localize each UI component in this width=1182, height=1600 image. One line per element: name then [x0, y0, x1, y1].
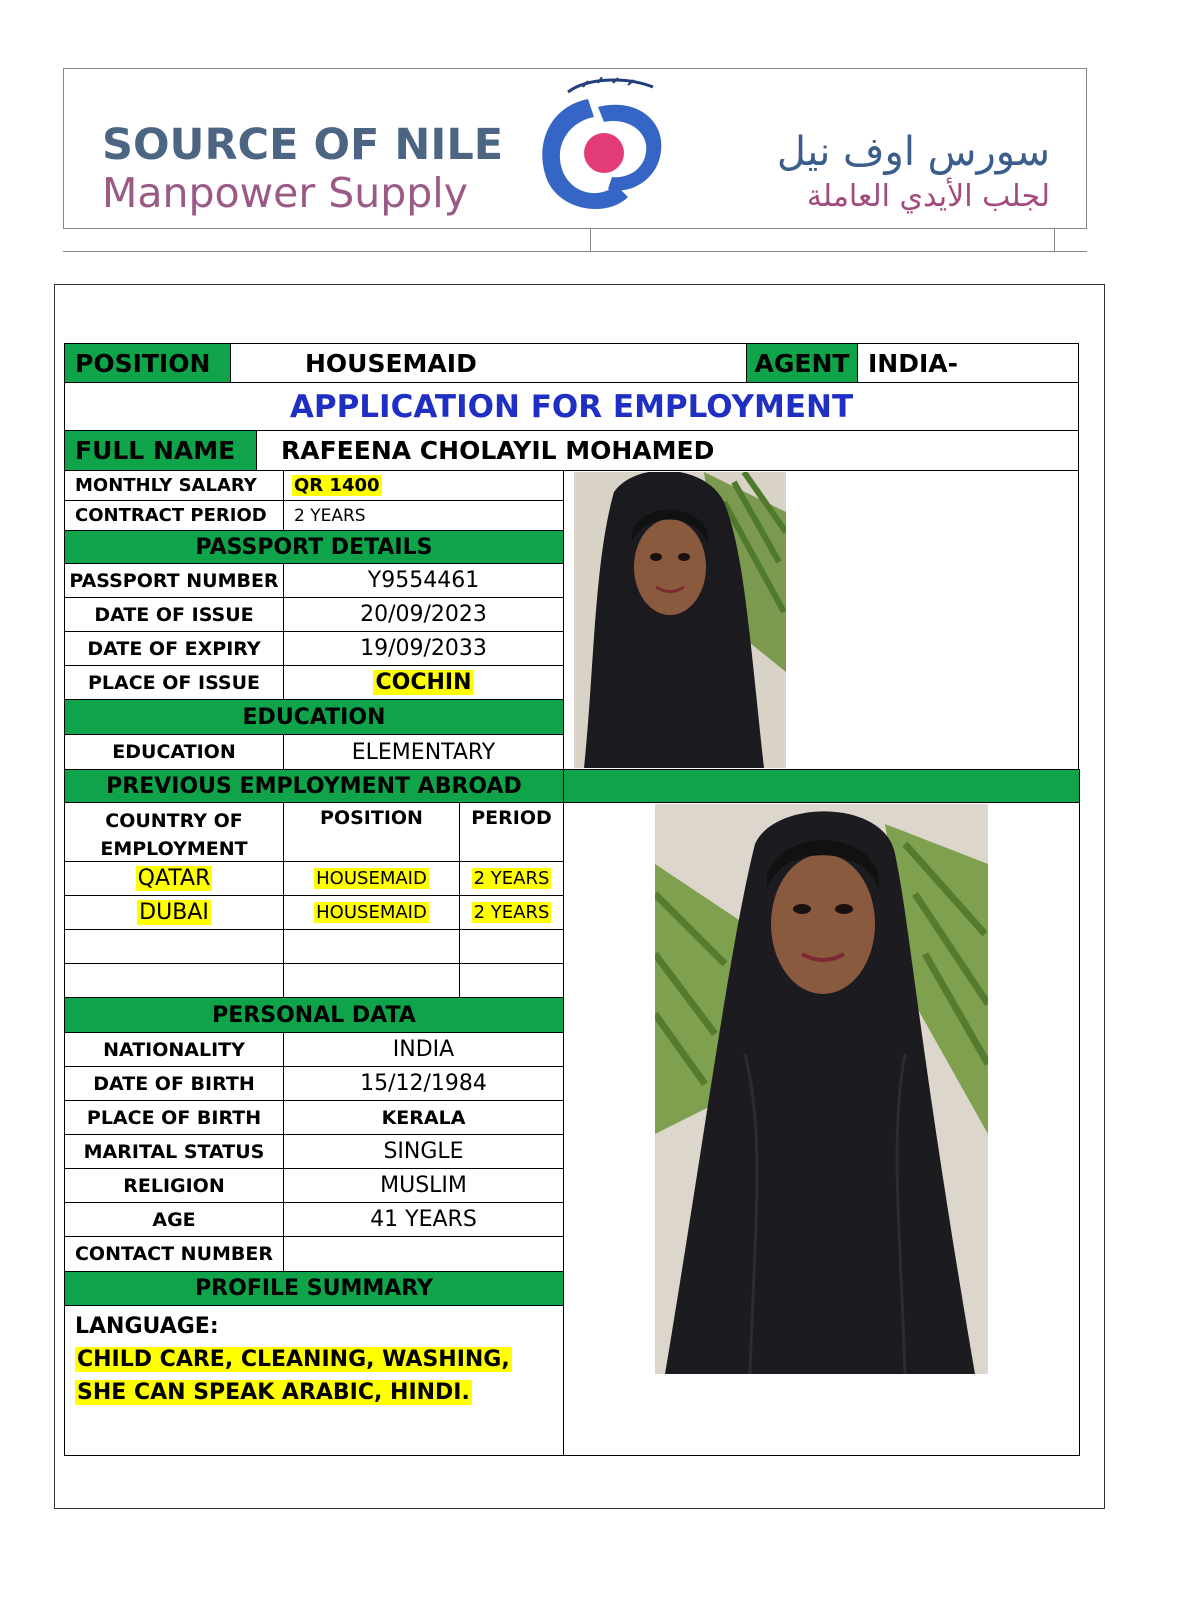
applicant-photo-full — [655, 804, 988, 1374]
employment-section-header-extension — [563, 769, 1080, 803]
brand-name: SOURCE OF NILE — [102, 120, 504, 170]
place-of-birth-value: KERALA — [283, 1100, 564, 1135]
employment-country-qatar: QATAR — [137, 866, 211, 891]
marital-status-label: MARITAL STATUS — [64, 1134, 284, 1169]
employment-row-1-period — [459, 861, 564, 896]
place-of-issue-cell — [283, 665, 564, 700]
monthly-salary-value: QR 1400 — [294, 475, 380, 496]
arabic-tagline: لجلب الأيدي العاملة — [806, 179, 1050, 214]
brand-tagline: Manpower Supply — [102, 169, 468, 217]
date-of-expiry-value: 19/09/2033 — [283, 631, 564, 666]
arabic-name: سورس اوف نيل — [776, 129, 1050, 175]
contact-number-value — [283, 1236, 564, 1272]
employment-row-4-period — [459, 963, 564, 998]
contract-period-value: 2 YEARS — [283, 500, 564, 531]
letterhead — [63, 68, 1087, 228]
age-value: 41 YEARS — [283, 1202, 564, 1237]
letterhead-footer-bar — [63, 228, 1087, 252]
education-value: ELEMENTARY — [283, 734, 564, 770]
employment-row-2-position — [283, 895, 460, 930]
employment-section-header: PREVIOUS EMPLOYMENT ABROAD — [64, 769, 564, 803]
employment-position-2: HOUSEMAID — [316, 902, 427, 923]
language-label: LANGUAGE: — [75, 1314, 219, 1339]
form-title: APPLICATION FOR EMPLOYMENT — [64, 382, 1079, 431]
contact-number-label: CONTACT NUMBER — [64, 1236, 284, 1272]
place-of-birth-label: PLACE OF BIRTH — [64, 1100, 284, 1135]
profile-section-header: PROFILE SUMMARY — [64, 1271, 564, 1306]
employment-row-3-period — [459, 929, 564, 964]
monthly-salary-cell — [283, 470, 564, 501]
profile-summary-box — [64, 1305, 564, 1456]
passport-section-header: PASSPORT DETAILS — [64, 530, 564, 564]
full-name-value: RAFEENA CHOLAYIL MOHAMED — [256, 430, 1079, 471]
personal-section-header: PERSONAL DATA — [64, 997, 564, 1033]
employment-period-1: 2 YEARS — [473, 868, 550, 889]
applicant-photo-portrait — [574, 472, 786, 768]
col-position-header: POSITION — [283, 802, 460, 862]
place-of-issue-value: COCHIN — [375, 670, 472, 695]
education-section-header: EDUCATION — [64, 699, 564, 735]
employment-position-1: HOUSEMAID — [316, 868, 427, 889]
date-of-issue-label: DATE OF ISSUE — [64, 597, 284, 632]
employment-row-4-position — [283, 963, 460, 998]
monthly-salary-label: MONTHLY SALARY — [64, 470, 284, 501]
employment-row-4-country — [64, 963, 284, 998]
employment-row-2-period — [459, 895, 564, 930]
date-of-birth-value: 15/12/1984 — [283, 1066, 564, 1101]
employment-row-1-position — [283, 861, 460, 896]
contract-period-label: CONTRACT PERIOD — [64, 500, 284, 531]
date-of-issue-value: 20/09/2023 — [283, 597, 564, 632]
religion-label: RELIGION — [64, 1168, 284, 1203]
marital-status-value: SINGLE — [283, 1134, 564, 1169]
employment-row-1-country — [64, 861, 284, 896]
agent-value: INDIA- — [857, 343, 1079, 383]
passport-number-value: Y9554461 — [283, 563, 564, 598]
passport-number-label: PASSPORT NUMBER — [64, 563, 284, 598]
profile-skills-line: CHILD CARE, CLEANING, WASHING, — [77, 1347, 510, 1372]
brand-english — [102, 121, 503, 217]
col-period-header: PERIOD — [459, 802, 564, 862]
brand-arabic — [777, 127, 1050, 217]
date-of-birth-label: DATE OF BIRTH — [64, 1066, 284, 1101]
employment-period-2: 2 YEARS — [473, 902, 550, 923]
employment-country-dubai: DUBAI — [139, 900, 209, 925]
age-label: AGE — [64, 1202, 284, 1237]
position-value: HOUSEMAID — [230, 343, 747, 383]
religion-value: MUSLIM — [283, 1168, 564, 1203]
place-of-issue-label: PLACE OF ISSUE — [64, 665, 284, 700]
education-label: EDUCATION — [64, 734, 284, 770]
company-logo-icon — [528, 77, 678, 222]
employment-row-3-position — [283, 929, 460, 964]
date-of-expiry-label: DATE OF EXPIRY — [64, 631, 284, 666]
profile-language-line: SHE CAN SPEAK ARABIC, HINDI. — [77, 1380, 470, 1405]
employment-row-3-country — [64, 929, 284, 964]
nationality-label: NATIONALITY — [64, 1032, 284, 1067]
full-name-label: FULL NAME — [64, 430, 257, 471]
position-label: POSITION — [64, 343, 231, 383]
employment-row-2-country — [64, 895, 284, 930]
agent-label: AGENT — [746, 343, 858, 383]
col-country-header: COUNTRY OF EMPLOYMENT — [64, 802, 284, 862]
nationality-value: INDIA — [283, 1032, 564, 1067]
